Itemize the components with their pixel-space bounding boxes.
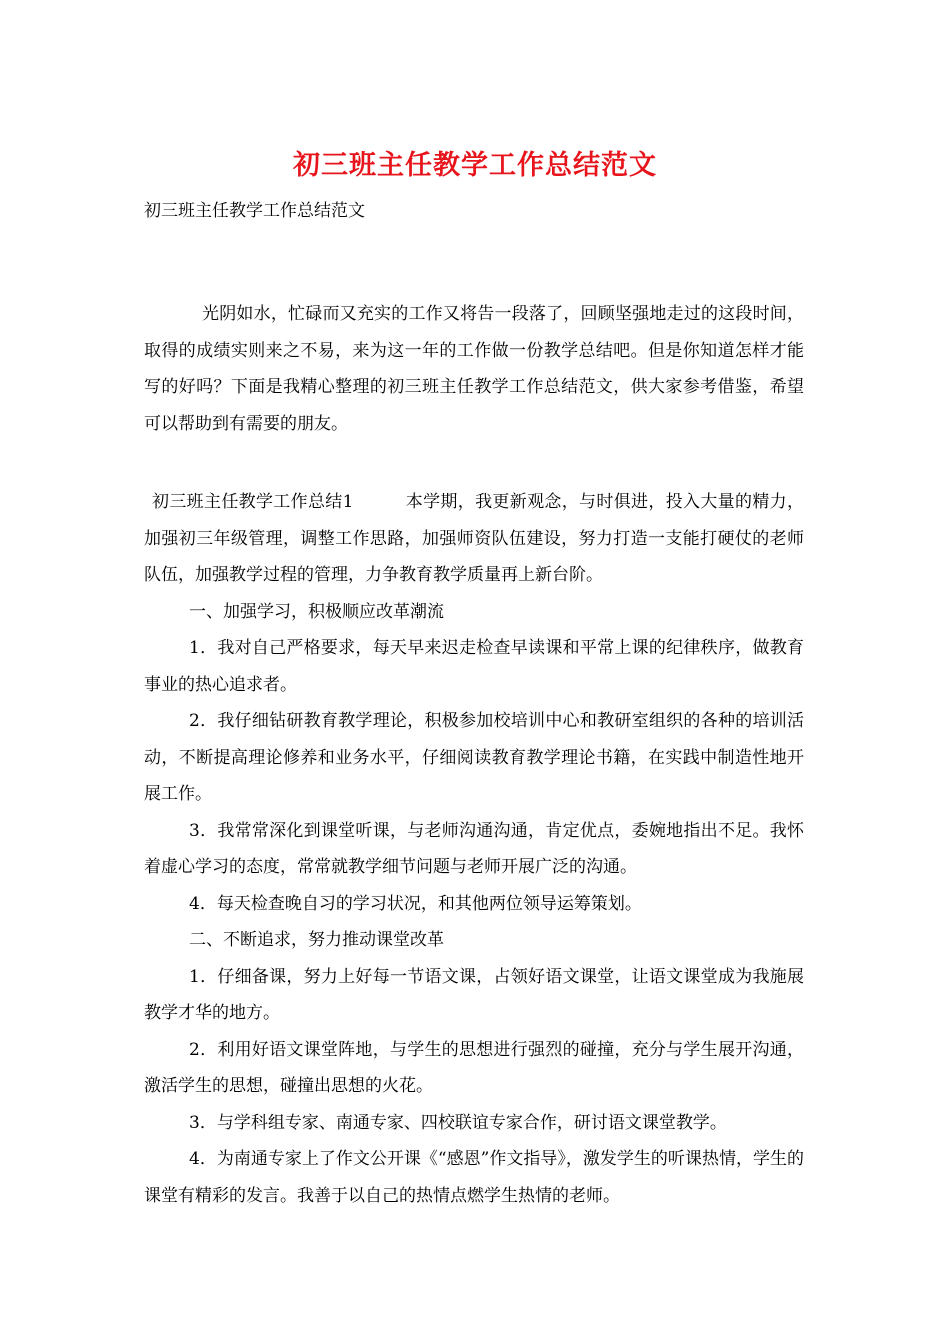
body-paragraph: 2．我仔细钻研教育教学理论，积极参加校培训中心和教研室组织的各种的培训活动，不断提高理论修养和业务水平，仔细阅读教育教学理论书籍，在实践中制造性地开展工作。 xyxy=(144,711,804,804)
section-heading: 初三班主任教学工作总结1 xyxy=(152,492,354,512)
paragraph-spacer xyxy=(144,442,804,484)
section-heading-1: 一、加强学习，积极顺应改革潮流 xyxy=(189,601,444,622)
intro-paragraph: 光阴如水，忙碌而又充实的工作又将告一段落了，回顾坚强地走过的这段时间，取得的成绩实则来之不易，来为这一年的工作做一份教学总结吧。但是你知道怎样才能写的好吗？下面是我精心整理的初三班主任教学工作总结范文，供大家参考借鉴，希望可以帮助到有需要的朋友。 xyxy=(144,304,804,434)
section-lead-paragraph xyxy=(144,484,804,594)
body-paragraph: 3．我常常深化到课堂听课，与老师沟通沟通，肯定优点，委婉地指出不足。我怀着虚心学习的态度，常常就教学细节问题与老师开展广泛的沟通。 xyxy=(144,820,804,877)
section-heading-2: 二、不断追求，努力推动课堂改革 xyxy=(189,930,444,950)
document-title: 初三班主任教学工作总结范文 xyxy=(293,150,657,181)
body-paragraph: 3．与学科组专家、南通专家、四校联谊专家合作，研讨语文课堂教学。 xyxy=(189,1112,727,1133)
document-body xyxy=(144,296,804,1214)
body-paragraph: 4．每天检查晚自习的学习状况，和其他两位领导运筹策划。 xyxy=(189,893,642,914)
body-paragraph: 4．为南通专家上了作文公开课《“感恩”作文指导》，激发学生的听课热情，学生的课堂有精彩的发言。我善于以自己的热情点燃学生热情的老师。 xyxy=(144,1149,804,1206)
section-lead-text: 本学期，我更新观念，与时俱进，投入大量的精力，加强初三年级管理，调整工作思路，加强师资队伍建设，努力打造一支能打硬仗的老师队伍，加强教学过程的管理，力争教育教学质量再上新台阶。 xyxy=(144,492,804,585)
document-subtitle: 初三班主任教学工作总结范文 xyxy=(144,201,365,221)
body-paragraph: 1．我对自己严格要求，每天早来迟走检查早读课和平常上课的纪律秩序，做教育事业的热心追求者。 xyxy=(144,638,804,695)
body-paragraph: 1．仔细备课，努力上好每一节语文课，占领好语文课堂，让语文课堂成为我施展教学才华的地方。 xyxy=(144,966,804,1023)
body-paragraph: 2．利用好语文课堂阵地，与学生的思想进行强烈的碰撞，充分与学生展开沟通，激活学生的思想，碰撞出思想的火花。 xyxy=(144,1039,804,1096)
